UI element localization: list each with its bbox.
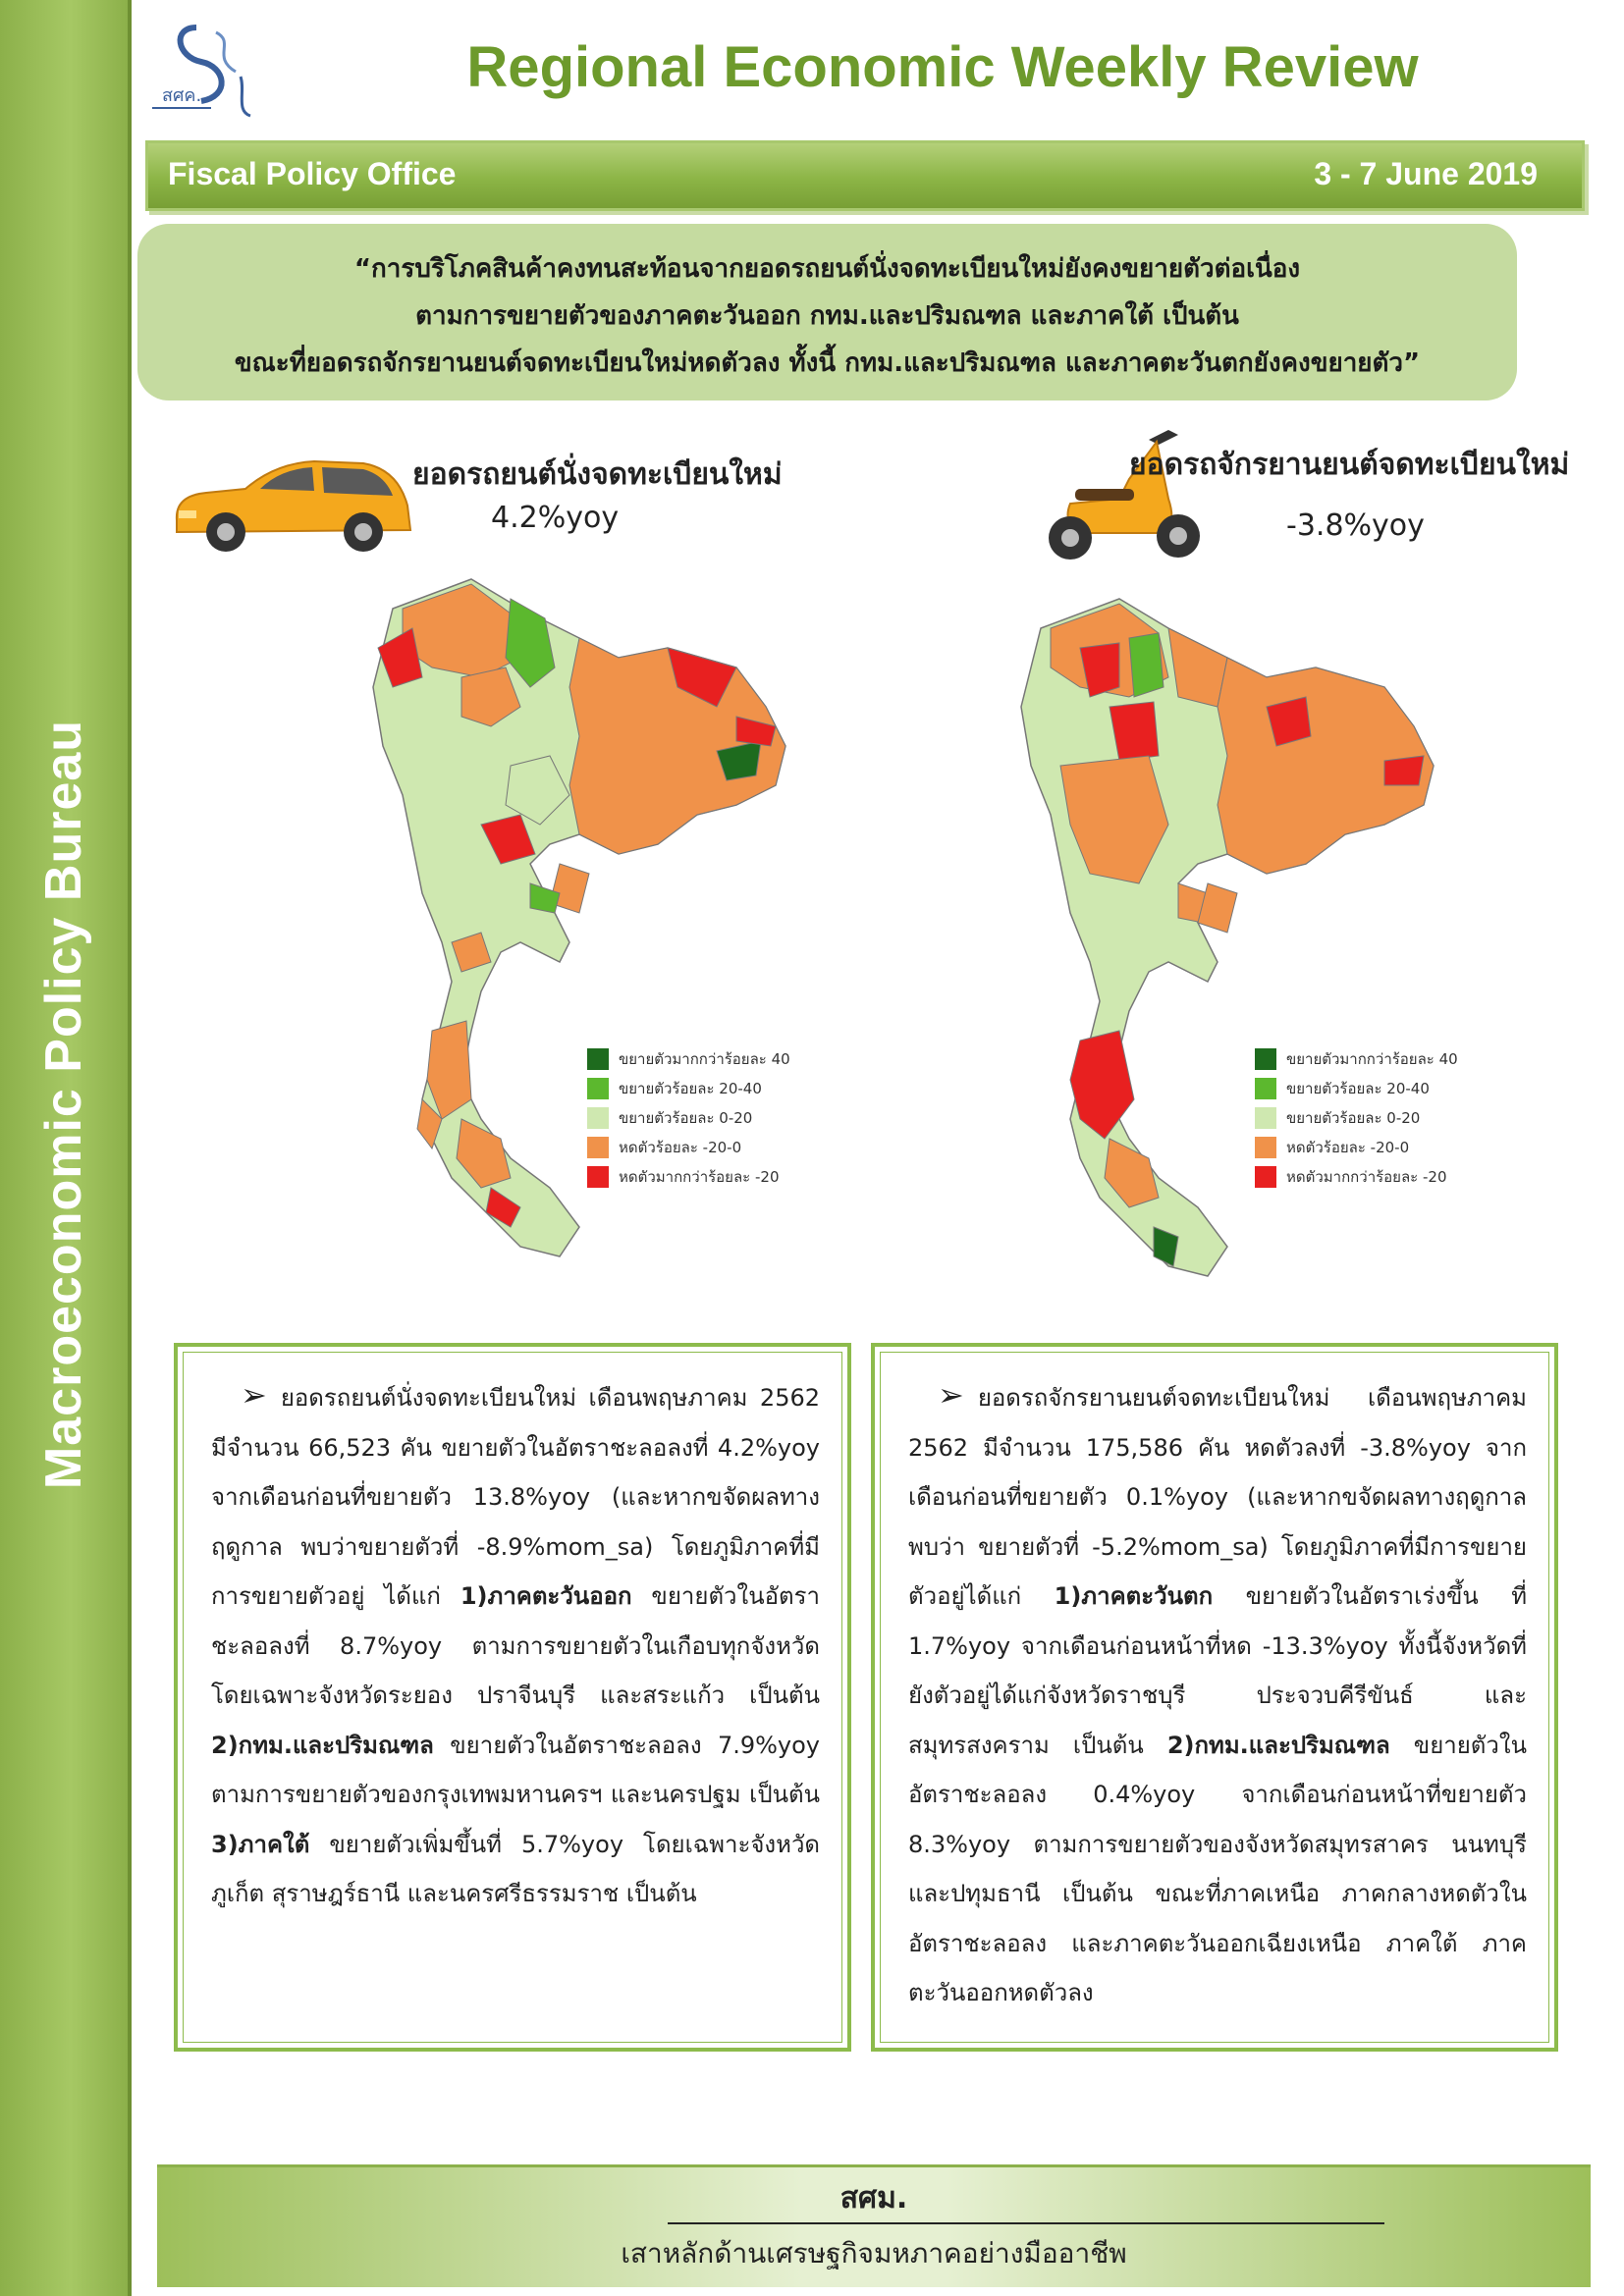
legend-swatch (587, 1166, 609, 1188)
headline-box (137, 224, 1517, 400)
legend-item: หดตัวมากกว่าร้อยละ -20 (587, 1162, 790, 1192)
legend-swatch (1255, 1078, 1276, 1099)
legend-item: ขยายตัวร้อยละ 0-20 (1255, 1103, 1458, 1133)
legend-moto (1255, 1044, 1458, 1192)
legend-swatch (1255, 1107, 1276, 1129)
sidebar (0, 0, 132, 2296)
page-title: Regional Economic Weekly Review (466, 35, 1419, 99)
legend-item: ขยายตัวร้อยละ 20-40 (1255, 1074, 1458, 1103)
legend-item: หดตัวร้อยละ -20-0 (587, 1133, 790, 1162)
legend-item: หดตัวมากกว่าร้อยละ -20 (1255, 1162, 1458, 1192)
footer-divider (668, 2222, 1384, 2224)
legend-item: ขยายตัวร้อยละ 0-20 (587, 1103, 790, 1133)
legend-car (587, 1044, 790, 1192)
moto-value: -3.8%yoy (1286, 508, 1425, 543)
legend-swatch (587, 1137, 609, 1158)
headline-line-2: ตามการขยายตัวของภาคตะวันออก กทม.และปริมณฑล และภาคใต้ เป็นต้น (415, 301, 1239, 331)
issue-date: 3 - 7 June 2019 (1314, 156, 1538, 191)
car-summary-text: ➢ ยอดรถยนต์นั่งจดทะเบียนใหม่ เดือนพฤษภาคม 2562 มีจำนวน 66,523 คัน ขยายตัวในอัตราชะลอลงที่ 4.2%yoy จากเดือนก่อนที่ขยายตัว 13.8%yoy (และหากขจัดผลทางฤดูกาล พบว่าขยายตัวที่ -8.9%mom_sa) โดยภูมิภาคที่มีการขยายตัวอยู่ ได้แก่ 1)ภาคตะวันออก ขยายตัวในอัตราชะลอลงที่ 8.7%yoy ตามการขยายตัวในเกือบทุกจังหวัด โดยเฉพาะจังหวัดระยอง ปราจีนบุรี และสระแก้ว เป็นต้น 2)กทม.และปริมณฑล ขยายตัวในอัตราชะลอลง 7.9%yoy ตามการขยายตัวของกรุงเทพมหานครฯ และนครปฐม เป็นต้น 3)ภาคใต้ ขยายตัวเพิ่มขึ้นที่ 5.7%yoy โดยเฉพาะจังหวัดภูเก็ต สุราษฎร์ธานี และนครศรีธรรมราช เป็นต้น (183, 1352, 842, 2043)
office-name: Fiscal Policy Office (168, 156, 457, 191)
fpo-logo (142, 18, 290, 126)
legend-swatch (587, 1048, 609, 1070)
legend-swatch (1255, 1048, 1276, 1070)
car-icon (167, 452, 417, 560)
legend-item: หดตัวร้อยละ -20-0 (1255, 1133, 1458, 1162)
car-value: 4.2%yoy (491, 501, 620, 535)
headline-line-1: “การบริโภคสินค้าคงทนสะท้อนจากยอดรถยนต์นั่งจดทะเบียนใหม่ยังคงขยายตัวต่อเนื่อง (353, 254, 1301, 284)
logo-text: สศค. (162, 85, 202, 106)
legend-swatch (1255, 1137, 1276, 1158)
legend-item: ขยายตัวมากกว่าร้อยละ 40 (587, 1044, 790, 1074)
footer-slogan: เสาหลักด้านเศรษฐกิจมหภาคอย่างมืออาชีพ (621, 2237, 1127, 2269)
thailand-map-moto (972, 589, 1522, 1306)
moto-summary-box (871, 1343, 1558, 2052)
moto-title: ยอดรถจักรยานยนต์จดทะเบียนใหม่ (1129, 448, 1570, 482)
header-bar (145, 140, 1585, 211)
footer-bar (157, 2164, 1591, 2287)
legend-swatch (1255, 1166, 1276, 1188)
legend-item: ขยายตัวร้อยละ 20-40 (587, 1074, 790, 1103)
legend-swatch (587, 1107, 609, 1129)
moto-summary-text: ➢ ยอดรถจักรยานยนต์จดทะเบียนใหม่ เดือนพฤษภาคม 2562 มีจำนวน 175,586 คัน หดตัวลงที่ -3.8%yoy จากเดือนก่อนที่ขยายตัว 0.1%yoy (และหากขจัดผลทางฤดูกาล พบว่า ขยายตัวที่ -5.2%mom_sa) โดยภูมิภาคที่มีการขยายตัวอยู่ได้แก่ 1)ภาคตะวันตก ขยายตัวในอัตราเร่งขึ้น ที่ 1.7%yoy จากเดือนก่อนหน้าที่หด -13.3%yoy ทั้งนี้จังหวัดที่ยังตัวอยู่ได้แก่จังหวัดราชบุรี ประจวบคีรีขันธ์ และสมุทรสงคราม เป็นต้น 2)กทม.และปริมณฑล ขยายตัวในอัตราชะลอลง 0.4%yoy จากเดือนก่อนหน้าที่ขยายตัว 8.3%yoy ตามการขยายตัวของจังหวัดสมุทรสาคร นนทบุรี และปทุมธานี เป็นต้น ขณะที่ภาคเหนือ ภาคกลางหดตัวในอัตราชะลอลง และภาคตะวันออกเฉียงเหนือ ภาคใต้ ภาคตะวันออกหดตัวลง (880, 1352, 1549, 2043)
sidebar-title: Macroeconomic Policy Bureau (35, 719, 92, 1490)
headline-line-3: ขณะที่ยอดรถจักรยานยนต์จดทะเบียนใหม่หดตัวลง ทั้งนี้ กทม.และปริมณฑล และภาคตะวันตกยังคงขยายตัว” (234, 348, 1421, 378)
car-summary-box (174, 1343, 851, 2052)
legend-item: ขยายตัวมากกว่าร้อยละ 40 (1255, 1044, 1458, 1074)
arrow-bullet-icon: ➢ (241, 1376, 267, 1414)
legend-swatch (587, 1078, 609, 1099)
car-title: ยอดรถยนต์นั่งจดทะเบียนใหม่ (412, 457, 783, 492)
footer-abbrev: สศม. (839, 2181, 908, 2216)
arrow-bullet-icon: ➢ (938, 1376, 964, 1414)
